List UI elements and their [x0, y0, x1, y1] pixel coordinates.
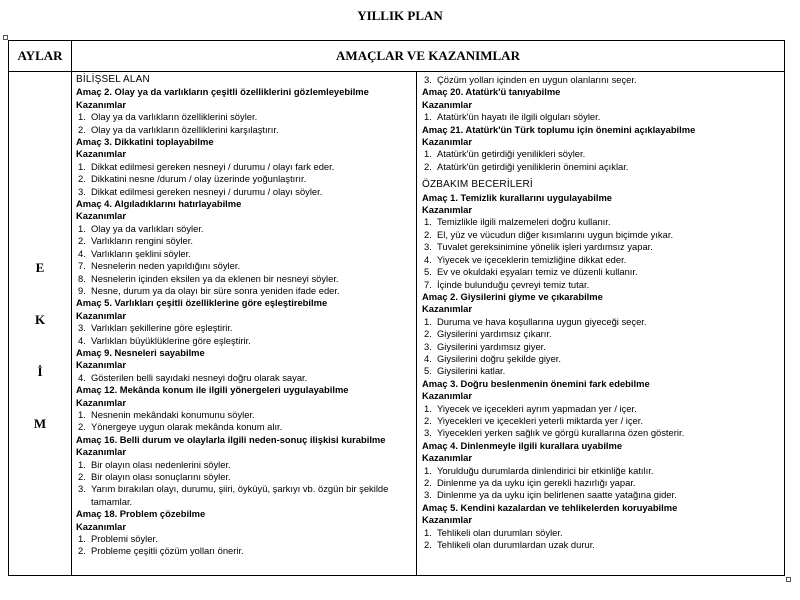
item-text: Olay ya da varlıkları söyler. [91, 222, 204, 234]
item-number: 2. [424, 477, 432, 488]
item-text: Yönergeye uygun olarak mekânda konum alır. [91, 421, 283, 433]
item-text: Bir olayın olası sonuçlarını söyler. [91, 471, 231, 482]
kazanim-item [422, 111, 784, 123]
item-text: Temizlikle ilgili malzemeleri doğru kullanır. [437, 216, 611, 228]
item-number: 3. [424, 489, 432, 501]
kazanim-item [422, 148, 784, 160]
item-number: 1. [78, 408, 86, 420]
kazanim-item [76, 322, 416, 334]
kazanimlar-label: Kazanımlar [76, 98, 127, 110]
header-aylar: AYLAR [9, 41, 72, 71]
kazanim-item [422, 427, 784, 439]
kazanim-item [422, 266, 784, 278]
kazanim-item [422, 539, 784, 551]
month-letter: E [35, 260, 45, 275]
kazanim-item [422, 216, 784, 228]
goal-heading: Amaç 4. Dinlenmeyle ilgili kurallara uyabilme [422, 439, 623, 451]
kazanim-item [76, 409, 416, 421]
item-number: 2. [424, 328, 432, 340]
kazanimlar-label: Kazanımlar [422, 303, 473, 315]
kazanim-item [422, 403, 784, 415]
kazanim-item [76, 533, 416, 545]
item-number: 2. [78, 235, 86, 247]
item-text: Yiyecek ve içecekleri ayrım yapmadan yer / içer. [437, 402, 637, 414]
goal-heading: Amaç 2. Giysilerini giyme ve çıkarabilme [422, 290, 603, 302]
goal-heading: Amaç 12. Mekânda konum ile ilgili yönergeleri uygulayabilme [76, 384, 349, 396]
item-number: 5. [424, 266, 432, 278]
item-text: Giysilerini yardımsız çıkarır. [437, 328, 552, 340]
item-number: 1. [424, 464, 432, 476]
kazanimlar-label: Kazanımlar [422, 204, 473, 216]
kazanim-item [422, 254, 784, 266]
item-text: Varlıkların rengini söyler. [91, 235, 193, 247]
goal-heading: Amaç 1. Temizlik kurallarını uygulayabilme [422, 191, 613, 203]
item-text: Problemi söyler. [91, 533, 158, 545]
item-text: El, yüz ve vücudun diğer kısımlarını uygun biçimde yıkar. [437, 228, 674, 240]
item-number: 1. [78, 160, 86, 172]
item-number: 3. [424, 427, 432, 439]
item-text: Tehlikeli olan durumlardan uzak durur. [437, 539, 595, 551]
item-number: 4. [424, 253, 432, 265]
item-number: 1. [78, 458, 86, 470]
item-number: 2. [78, 471, 86, 482]
item-text: Yiyecek ve içeceklerin temizliğine dikkat eder. [437, 253, 627, 265]
kazanim-item [422, 353, 784, 365]
item-number: 9. [78, 284, 86, 296]
kazanimlar-label: Kazanımlar [422, 514, 473, 526]
goals-column-right [418, 72, 784, 575]
section-heading: ÖZBAKIM BECERİLERİ [422, 179, 533, 191]
item-number: 2. [424, 414, 432, 426]
item-text: Tehlikeli olan durumları söyler. [437, 526, 563, 538]
item-text: Dinlenme ya da uyku için gerekli hazırlığı yapar. [437, 477, 636, 488]
kazanim-item [422, 161, 784, 173]
kazanim-item [422, 365, 784, 377]
kazanim-item [76, 235, 416, 247]
item-number: 2. [78, 123, 86, 135]
goal-heading: Amaç 16. Belli durum ve olaylarla ilgili neden-sonuç ilişkisi kurabilme [76, 433, 386, 445]
goal-heading: Amaç 9. Nesneleri sayabilme [76, 346, 205, 358]
section-heading: BİLİŞSEL ALAN [76, 74, 150, 85]
kazanimlar-label: Kazanımlar [76, 210, 127, 222]
item-text: Giysilerini yardımsız giyer. [437, 340, 546, 352]
item-number: 3. [424, 74, 432, 85]
item-text: Çözüm yolları içinden en uygun olanlarını seçer. [437, 74, 637, 85]
goal-heading: Amaç 5. Kendini kazalardan ve tehlikelerden koruyabilme [422, 501, 678, 513]
kazanimlar-label: Kazanımlar [76, 520, 127, 532]
kazanim-item [76, 471, 416, 483]
item-number: 1. [424, 111, 432, 123]
item-number: 2. [424, 539, 432, 551]
month-letter: M [33, 416, 47, 431]
goal-heading: Amaç 18. Problem çözebilme [76, 508, 206, 520]
item-text: Gösterilen belli sayıdaki nesneyi doğru olarak sayar. [91, 371, 308, 383]
goals-column-left [72, 72, 417, 575]
item-text: Nesne, durum ya da olayı bir süre sonra yeniden ifade eder. [91, 284, 340, 296]
kazanim-item [76, 372, 416, 384]
item-text: Varlıkların şeklini söyler. [91, 247, 191, 259]
item-number: 1. [78, 222, 86, 234]
item-number: 1. [78, 533, 86, 545]
kazanimlar-label: Kazanımlar [422, 452, 473, 464]
kazanim-item [76, 186, 416, 198]
kazanimlar-label: Kazanımlar [76, 446, 127, 458]
item-text: Atatürk'ün getirdiği yeniliklerin önemini açıklar. [437, 160, 629, 172]
item-number: 1. [424, 526, 432, 538]
item-text: Dikkat edilmesi gereken nesneyi / durumu / olayı fark eder. [91, 160, 335, 172]
goal-heading: Amaç 4. Algıladıklarını hatırlayabilme [76, 198, 242, 210]
kazanim-item [76, 285, 416, 297]
item-text: Olay ya da varlıkların özelliklerini söyler. [91, 111, 258, 123]
goal-heading: Amaç 3. Dikkatini toplayabilme [76, 136, 214, 148]
item-number: 3. [78, 185, 86, 197]
goal-heading: Amaç 3. Doğru beslenmenin önemini fark edebilme [422, 377, 650, 389]
item-text: Dikkatini nesne /durum / olay üzerinde yoğunlaştırır. [91, 173, 307, 185]
goal-heading: Amaç 2. Olay ya da varlıkların çeşitli özelliklerini gözlemleyebilme [76, 86, 369, 98]
item-number: 2. [78, 421, 86, 433]
kazanim-item [422, 341, 784, 353]
item-number: 4. [78, 247, 86, 259]
item-text: Giysilerini doğru şekilde giyer. [437, 352, 562, 364]
item-text: Giysilerini katlar. [437, 365, 506, 377]
kazanimlar-label: Kazanımlar [422, 390, 473, 402]
item-text: Yiyecekleri ve içecekleri yeterli miktarda yer / içer. [437, 414, 643, 426]
item-number: 1. [424, 216, 432, 228]
kazanim-item [76, 335, 416, 347]
item-text: Bir olayın olası nedenlerini söyler. [91, 458, 231, 470]
kazanim-item [422, 74, 784, 86]
item-text: Tuvalet gereksinimine yönelik işleri yardımsız yapar. [437, 241, 653, 253]
plan-table [8, 40, 785, 576]
item-text: Nesnelerin içinden eksilen ya da eklenen bir nesneyi söyler. [91, 272, 339, 284]
item-text: Varlıkları büyüklüklerine göre eşleştirir. [91, 334, 251, 346]
kazanim-item [422, 328, 784, 340]
item-number: 3. [424, 241, 432, 253]
item-text: Olay ya da varlıkların özelliklerini karşılaştırır. [91, 123, 279, 135]
kazanim-item [422, 229, 784, 241]
kazanimlar-label: Kazanımlar [422, 136, 473, 148]
kazanim-item [76, 111, 416, 123]
item-number: 2. [424, 228, 432, 240]
item-number: 5. [424, 365, 432, 377]
month-letter: İ [37, 364, 43, 379]
kazanimlar-label: Kazanımlar [422, 98, 473, 110]
item-number: 1. [78, 111, 86, 123]
kazanim-item [76, 173, 416, 185]
page-title: YILLIK PLAN [357, 8, 443, 23]
kazanim-item [76, 124, 416, 136]
item-text: Ev ve okuldaki eşyaları temiz ve düzenli kullanır. [437, 266, 638, 278]
kazanim-item [422, 316, 784, 328]
page-corner-mark [786, 577, 791, 582]
item-continuation: tamamlar. [91, 495, 133, 507]
item-number: 3. [78, 322, 86, 334]
item-number: 1. [424, 315, 432, 327]
kazanim-item [422, 241, 784, 253]
goal-heading: Amaç 5. Varlıkları çeşitli özelliklerine göre eşleştirebilme [76, 297, 328, 309]
header-amaclar: AMAÇLAR VE KAZANIMLAR [336, 48, 520, 63]
kazanimlar-label: Kazanımlar [76, 309, 127, 321]
kazanim-item [422, 489, 784, 501]
item-text: Probleme çeşitli çözüm yolları önerir. [91, 545, 244, 557]
kazanimlar-label: Kazanımlar [76, 396, 127, 408]
item-number: 3. [424, 340, 432, 352]
item-text: Yiyecekleri yerken sağlık ve görgü kurallarına özen gösterir. [437, 427, 685, 439]
kazanim-item [76, 421, 416, 433]
goal-heading: Amaç 20. Atatürk'ü tanıyabilme [422, 86, 561, 98]
item-number: 4. [78, 371, 86, 383]
item-number: 2. [78, 173, 86, 185]
item-text: Nesnelerin neden yapıldığını söyler. [91, 260, 241, 272]
item-number: 2. [424, 160, 432, 172]
kazanim-item [422, 465, 784, 477]
kazanim-item [422, 477, 784, 489]
item-number: 8. [78, 272, 86, 284]
item-text: İçinde bulunduğu çevreyi temiz tutar. [437, 278, 590, 290]
item-text: Atatürk'ün getirdiği yenilikleri söyler. [437, 148, 586, 160]
month-column [9, 72, 72, 575]
item-number: 1. [424, 402, 432, 414]
item-number: 7. [78, 260, 86, 272]
item-number: 1. [424, 148, 432, 160]
item-text: Yorulduğu durumlarda dinlendirici bir etkinliğe katılır. [437, 464, 654, 476]
kazanim-item [76, 260, 416, 272]
kazanim-item [76, 223, 416, 235]
item-text: Dinlenme ya da uyku için belirlenen saatte yatağına gider. [437, 489, 677, 501]
table-header-row [9, 41, 784, 72]
kazanimlar-label: Kazanımlar [76, 148, 127, 160]
item-text: Atatürk'ün hayatı ile ilgili olguları söyler. [437, 111, 601, 123]
item-number: 2. [78, 545, 86, 557]
item-text: Duruma ve hava koşullarına uygun giyeceği seçer. [437, 315, 647, 327]
kazanim-item [422, 527, 784, 539]
goal-heading: Amaç 21. Atatürk'ün Türk toplumu için önemini açıklayabilme [422, 123, 696, 135]
kazanim-item [422, 279, 784, 291]
kazanim-item [76, 545, 416, 557]
kazanimlar-label: Kazanımlar [76, 359, 127, 371]
kazanim-item [76, 273, 416, 285]
item-text: Dikkat edilmesi gereken nesneyi / durumu / olayı söyler. [91, 185, 323, 197]
kazanim-item [422, 415, 784, 427]
item-number: 3. [78, 483, 86, 495]
item-text: Yarım bırakılan olayı, durumu, şiiri, öyküyü, şarkıyı vb. özgün bir şekilde [91, 483, 389, 495]
kazanim-item [76, 248, 416, 260]
item-text: Nesnenin mekândaki konumunu söyler. [91, 408, 255, 420]
item-number: 4. [424, 352, 432, 364]
kazanim-item [76, 483, 416, 495]
kazanim-item [76, 161, 416, 173]
item-text: Varlıkları şekillerine göre eşleştirir. [91, 322, 233, 334]
item-number: 7. [424, 278, 432, 290]
kazanim-item [76, 459, 416, 471]
month-letter: K [34, 312, 46, 327]
item-number: 4. [78, 334, 86, 346]
